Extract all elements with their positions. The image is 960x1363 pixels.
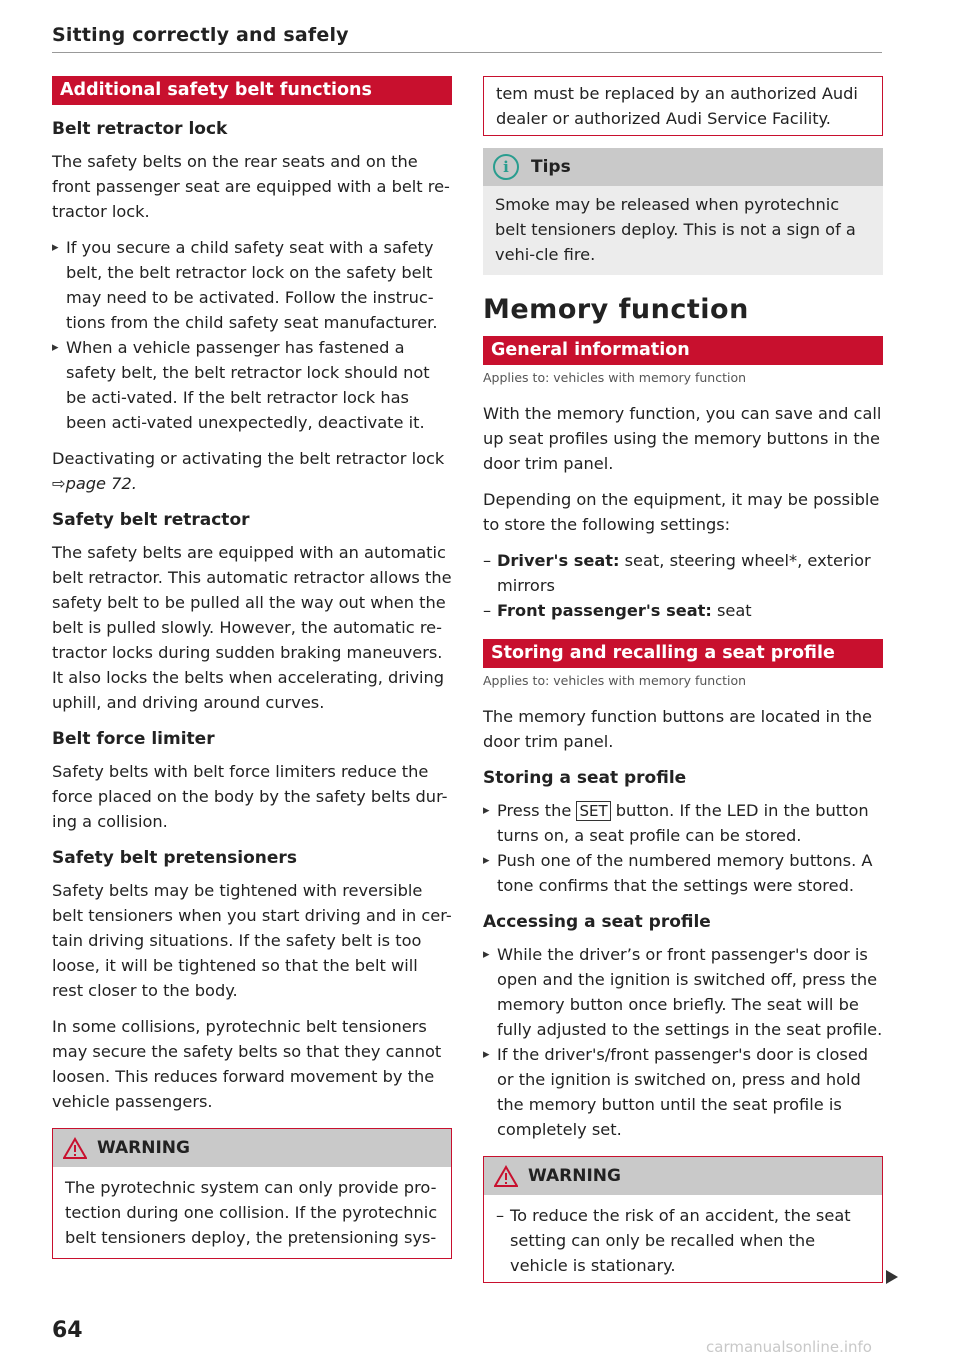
list-item: – To reduce the risk of an accident, the seat setting can only be recalled when the vehicle is stationary. bbox=[496, 1203, 870, 1278]
section-bar-general-information: General information bbox=[483, 336, 883, 365]
passenger-seat-value: seat bbox=[711, 601, 752, 620]
page-number: 64 bbox=[52, 1318, 83, 1343]
deactivate-text: Deactivating or activating the belt retractor lock bbox=[52, 449, 445, 468]
retractor-lock-intro: The safety belts on the rear seats and on the front passenger seat are equipped with a belt re-tractor lock. bbox=[52, 152, 450, 221]
warning-label: WARNING bbox=[528, 1166, 621, 1186]
heading-pretensioners: Safety belt pretensioners bbox=[52, 848, 297, 868]
pretensioners-text-2: In some collisions, pyrotechnic belt tensioners may secure the safety belts so that they cannot loosen. This reduces forward movement by the vehicle passengers. bbox=[52, 1017, 442, 1111]
chapter-title-memory-function: Memory function bbox=[483, 294, 749, 325]
right-column bbox=[483, 76, 883, 1283]
settings-list bbox=[483, 548, 883, 623]
tips-body bbox=[483, 186, 883, 275]
running-header bbox=[52, 24, 882, 53]
section-bar-storing-recalling: Storing and recalling a seat profile bbox=[483, 639, 883, 668]
heading-safety-belt-retractor: Safety belt retractor bbox=[52, 510, 250, 530]
storing-steps bbox=[483, 798, 883, 898]
info-icon: i bbox=[493, 154, 519, 180]
general-text-1: With the memory function, you can save and call up seat profiles using the memory buttons in the door trim panel. bbox=[483, 404, 882, 473]
warning-triangle-icon bbox=[63, 1137, 87, 1159]
tips-label: Tips bbox=[531, 157, 571, 177]
heading-storing-seat-profile: Storing a seat profile bbox=[483, 768, 687, 788]
tips-text: Smoke may be released when pyrotechnic belt tensioners deploy. This is not a sign of a vehi-cle fire. bbox=[495, 195, 856, 264]
warning-header bbox=[53, 1129, 451, 1167]
tips-box bbox=[483, 148, 883, 275]
warning-box-left bbox=[52, 1128, 452, 1259]
list-item: ▸ When a vehicle passenger has fastened a safety belt, the belt retractor lock should not be acti-vated. If the belt retractor lock has been acti-vated unexpectedly, deactivate it. bbox=[52, 335, 452, 435]
list-item: ▸ If you secure a child safety seat with a safety belt, the belt retractor lock on the safety belt may need to be activated. Follow the instruc-tions from the child safety seat manufacturer. bbox=[52, 235, 452, 335]
tips-header bbox=[483, 148, 883, 186]
heading-accessing-seat-profile: Accessing a seat profile bbox=[483, 912, 711, 932]
list-item bbox=[483, 548, 883, 598]
page-reference-link[interactable]: ⇨page 72. bbox=[52, 474, 137, 493]
retractor-text: The safety belts are equipped with an automatic belt retractor. This automatic retractor allows the safety belt to be pulled all the way out when the belt is pulled slowly. However, the automatic re-tractor locks during sudden braking maneuvers. It also locks the belts when accelerating, driving uphill, and driving around curves. bbox=[52, 543, 452, 712]
step-text: button. If the LED in the button turns on, a seat profile can be stored. bbox=[497, 801, 869, 845]
warning-header bbox=[484, 1157, 882, 1195]
warning-box-right bbox=[483, 1156, 883, 1283]
warning-continuation-text: tem must be replaced by an authorized Audi dealer or authorized Audi Service Facility. bbox=[496, 84, 858, 128]
list-item: ▸ If the driver's/front passenger's door is closed or the ignition is switched on, press and hold the memory button until the seat profile is completely set. bbox=[483, 1042, 883, 1142]
heading-belt-force-limiter: Belt force limiter bbox=[52, 729, 215, 749]
deactivate-paragraph bbox=[52, 446, 452, 496]
warning-continuation-box bbox=[483, 76, 883, 136]
warning-list bbox=[496, 1203, 870, 1278]
applies-to-note: Applies to: vehicles with memory function bbox=[483, 673, 747, 688]
list-item bbox=[483, 598, 883, 623]
set-key: SET bbox=[576, 801, 610, 821]
left-column bbox=[52, 76, 452, 1259]
list-item: ▸ While the driver’s or front passenger's door is open and the ignition is switched off, press the memory button once briefly. The seat will be fully adjusted to the settings in the seat profile. bbox=[483, 942, 883, 1042]
header-title: Sitting correctly and safely bbox=[52, 24, 349, 46]
accessing-steps bbox=[483, 942, 883, 1142]
retractor-lock-list bbox=[52, 235, 452, 435]
section-bar-additional-functions: Additional safety belt functions bbox=[52, 76, 452, 105]
warning-text: The pyrotechnic system can only provide pro-tection during one collision. If the pyrotechnic belt tensioners deploy, the pretensioning sys- bbox=[65, 1178, 438, 1247]
warning-triangle-icon bbox=[494, 1165, 518, 1187]
list-item bbox=[483, 798, 883, 848]
driver-seat-value: seat, steering wheel*, exterior mirrors bbox=[497, 551, 871, 595]
force-limiter-text: Safety belts with belt force limiters reduce the force placed on the body by the safety belts dur-ing a collision. bbox=[52, 762, 448, 831]
storing-intro: The memory function buttons are located in the door trim panel. bbox=[483, 707, 873, 751]
continue-arrow-icon bbox=[886, 1270, 898, 1284]
pretensioners-text-1: Safety belts may be tightened with reversible belt tensioners when you start driving and in cer-tain driving situations. If the safety belt is too loose, it will be tightened so that the belt will rest closer to the body. bbox=[52, 881, 452, 1000]
watermark: carmanualsonline.info bbox=[706, 1338, 872, 1356]
passenger-seat-label: Front passenger's seat: bbox=[497, 601, 712, 620]
list-item: ▸ Push one of the numbered memory buttons. A tone confirms that the settings were stored. bbox=[483, 848, 883, 898]
warning-label: WARNING bbox=[97, 1138, 190, 1158]
warning-body bbox=[53, 1167, 451, 1258]
heading-belt-retractor-lock: Belt retractor lock bbox=[52, 119, 228, 139]
warning-body bbox=[484, 1195, 882, 1282]
applies-to-note: Applies to: vehicles with memory function bbox=[483, 370, 747, 385]
general-text-2: Depending on the equipment, it may be possible to store the following settings: bbox=[483, 490, 880, 534]
driver-seat-label: Driver's seat: bbox=[497, 551, 620, 570]
step-text: Press the bbox=[497, 801, 577, 820]
